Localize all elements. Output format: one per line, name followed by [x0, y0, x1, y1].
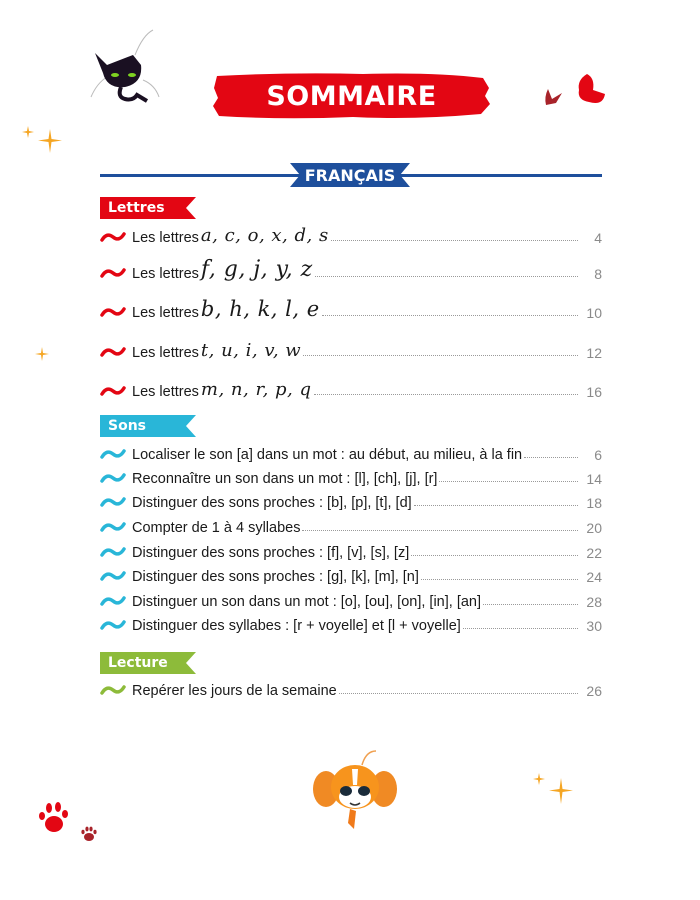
dot-leader — [411, 555, 578, 556]
butterfly-icon — [540, 85, 564, 109]
dot-leader — [421, 579, 578, 580]
toc-entry[interactable] — [100, 257, 602, 282]
dot-leader — [302, 530, 578, 531]
toc-entry[interactable] — [100, 588, 602, 610]
black-cat-illustration — [85, 25, 165, 105]
sparkle-icon — [525, 770, 577, 810]
toc-entry[interactable] — [100, 489, 602, 511]
wave-bullet-icon — [100, 595, 126, 607]
wave-bullet-icon — [100, 496, 126, 508]
section-label: Lecture — [108, 655, 168, 671]
wave-bullet-icon — [100, 231, 126, 243]
dot-leader — [314, 394, 578, 395]
page-number: 22 — [586, 545, 602, 561]
dot-leader — [524, 457, 578, 458]
dot-leader — [315, 276, 578, 277]
toc-entry[interactable] — [100, 677, 602, 699]
entry-label: Les lettres — [132, 230, 199, 246]
toc-entry[interactable] — [100, 563, 602, 585]
page-number: 14 — [586, 471, 602, 487]
toc-entry[interactable] — [100, 339, 602, 361]
paw-print-icon — [36, 800, 72, 834]
dot-leader — [331, 240, 578, 241]
wave-bullet-icon — [100, 267, 126, 279]
entry-letters: t, u, i, v, w — [200, 340, 302, 361]
page-number: 18 — [586, 495, 602, 511]
subject-banner — [290, 163, 410, 187]
entry-label: Repérer les jours de la semaine — [132, 683, 337, 699]
toc-entry[interactable] — [100, 378, 602, 400]
entry-label: Distinguer des sons proches : [g], [k], [m], [n] — [132, 569, 419, 585]
page-number: 24 — [586, 569, 602, 585]
sparkle-icon — [20, 123, 65, 158]
entry-label: Les lettres — [132, 266, 199, 282]
dot-leader — [303, 355, 578, 356]
wave-bullet-icon — [100, 448, 126, 460]
section-label: Lettres — [108, 200, 165, 216]
toc-entry[interactable] — [100, 224, 602, 246]
butterfly-icon — [575, 72, 607, 108]
page-number: 26 — [586, 683, 602, 699]
toc-entry[interactable] — [100, 465, 602, 487]
entry-label: Les lettres — [132, 305, 199, 321]
dot-leader — [322, 315, 578, 316]
page-number: 12 — [586, 345, 602, 361]
toc-entry[interactable] — [100, 299, 602, 321]
entry-label: Compter de 1 à 4 syllabes — [132, 520, 301, 536]
section-tag-lettres — [100, 197, 196, 219]
subject-title: FRANÇAIS — [304, 165, 396, 185]
dot-leader — [439, 481, 578, 482]
page-title-banner — [213, 70, 490, 122]
section-label: Sons — [108, 418, 147, 434]
entry-letters: f, g, j, y, z — [200, 257, 313, 282]
wave-bullet-icon — [100, 472, 126, 484]
page-title: SOMMAIRE — [266, 80, 437, 112]
wave-bullet-icon — [100, 570, 126, 582]
section-tag-sons — [100, 415, 196, 437]
wave-bullet-icon — [100, 521, 126, 533]
entry-label: Reconnaître un son dans un mot : [l], [ch], [j], [r] — [132, 471, 438, 487]
entry-letters: m, n, r, p, q — [200, 379, 312, 400]
entry-label: Distinguer des syllabes : [r + voyelle] et [l + voyelle] — [132, 618, 461, 634]
page-number: 28 — [586, 594, 602, 610]
entry-label: Les lettres — [132, 345, 199, 361]
dot-leader — [463, 628, 578, 629]
wave-bullet-icon — [100, 346, 126, 358]
section-tag-lecture — [100, 652, 196, 674]
wave-bullet-icon — [100, 306, 126, 318]
paw-print-icon — [80, 826, 98, 842]
page-number: 4 — [594, 230, 602, 246]
wave-bullet-icon — [100, 385, 126, 397]
page-number: 20 — [586, 520, 602, 536]
dot-leader — [414, 505, 578, 506]
page-number: 30 — [586, 618, 602, 634]
toc-entry[interactable] — [100, 441, 602, 463]
dot-leader — [339, 693, 578, 694]
toc-entry[interactable] — [100, 539, 602, 561]
wave-bullet-icon — [100, 546, 126, 558]
page-number: 10 — [586, 305, 602, 321]
page-number: 8 — [594, 266, 602, 282]
page-number: 6 — [594, 447, 602, 463]
entry-label: Distinguer des sons proches : [f], [v], [s], [z] — [132, 545, 410, 561]
entry-label: Les lettres — [132, 384, 199, 400]
entry-label: Localiser le son [a] dans un mot : au début, au milieu, à la fin — [132, 447, 523, 463]
page-number: 16 — [586, 384, 602, 400]
toc-entry[interactable] — [100, 612, 602, 634]
entry-letters: b, h, k, l, e — [200, 297, 320, 321]
entry-label: Distinguer des sons proches : [b], [p], [t], [d] — [132, 495, 412, 511]
wave-bullet-icon — [100, 619, 126, 631]
dot-leader — [483, 604, 578, 605]
orange-dog-illustration — [310, 745, 400, 835]
sparkle-icon — [34, 346, 50, 362]
entry-letters: a, c, o, x, d, s — [200, 225, 329, 246]
wave-bullet-icon — [100, 684, 126, 696]
entry-label: Distinguer un son dans un mot : [o], [ou], [on], [in], [an] — [132, 594, 482, 610]
toc-entry[interactable] — [100, 514, 602, 536]
